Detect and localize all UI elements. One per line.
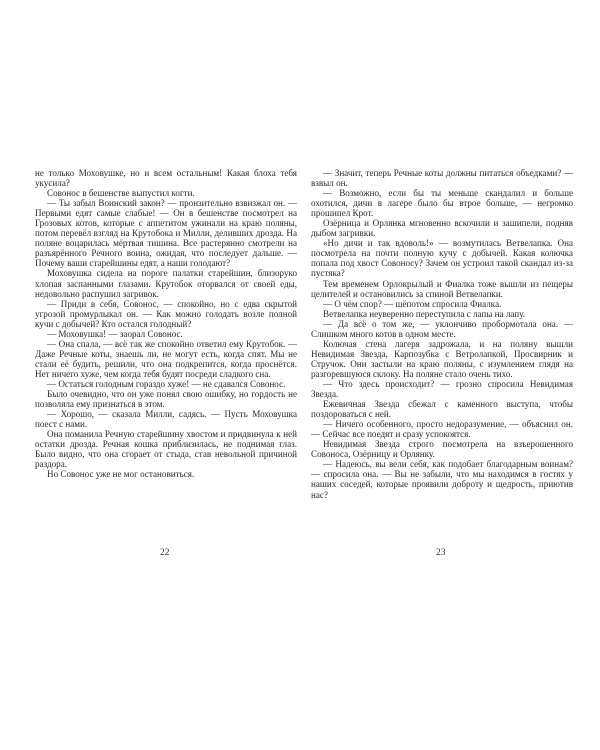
paragraph: Невидимая Звезда строго посмотрела на взъерошенного Совоноса, Озёрницу и Орлянку. (311, 439, 573, 460)
paragraph: — Приди в себя, Совонос, — спокойно, но с едва скрытой угрозой промурлыкал он. — Как можно голодать возле полной кучи с добычей? Кто остался голодный? (35, 298, 297, 329)
paragraph: Ветвелапка неуверенно переступила с лапы на лапу. (323, 308, 526, 319)
paragraph: Она поманила Речную старейшину хвостом и придвинула к ней остатки дрозда. Речная кошка приблизилась, не поднимая глаз. Было видно, что она сгорает от стыда, став невольной причиной раздора. (35, 429, 297, 470)
paragraph: Моховушка сидела на пороге палатки старейшин, близоруко хлопая заспанными глазами. Крутобок оторвался от своей еды, недовольно распушил загривок. (35, 268, 297, 299)
left-page-text (35, 168, 297, 479)
paragraph: — Значит, теперь Речные коты должны питаться объедками? — взвыл он. (311, 168, 573, 189)
paragraph: Озёрница и Орлянка мгновенно вскочили и зашипели, подняв дыбом загривки. (311, 218, 573, 239)
paragraph: Совонос в бешенстве выпустил когти. (47, 188, 195, 199)
paragraph: — Да всё о том же, — уклончиво пробормотала она. — Слишком много котов в одном месте. (311, 318, 573, 339)
paragraph: — Ничего особенного, просто недоразумение, — объяснил он. — Сейчас все поедят и сразу успокоятся. (311, 419, 573, 440)
paragraph: Но Совонос уже не мог остановиться. (47, 469, 195, 480)
page-number-right: 23 (436, 548, 446, 558)
paragraph: — Она спала, — всё так же спокойно ответил ему Крутобок. — Даже Речные коты, знаешь ли, не могут есть, когда спят. Мы не стали её будить, решили, что она подкрепится, когда проснётся. Нет ничего хуже, чем когда тебя будят посреди сладкого сна. (35, 338, 297, 379)
paragraph: — Ты забыл Воинский закон? — пронзительно взвизжал он. — Первыми едят самые слабые! — Он в бешенстве посмотрел на Грозовых котов, которые с аппетитом ужинали на краю поляны, потом перевёл взгляд на Крутобока и Милли, деливших дрозда. На поляне воцарилась мёртвая тишина. Все растерянно смотрели на разъярённого Речного воина, ожидая, что последует дальше. — Почему ваши старейшины едят, а наши голодают? (35, 198, 297, 269)
paragraph: — Хорошо, — сказала Милли, садясь. — Пусть Моховушка поест с нами. (35, 409, 297, 430)
page-number-left: 22 (160, 548, 170, 558)
paragraph: — Моховушка! — заорал Совонос. (47, 328, 183, 339)
paragraph: Тем временем Орлокрылый и Фиалка тоже вышли из пещеры целителей и остановились за спиной Ветвелапки. (311, 278, 573, 299)
paragraph: — Что здесь происходит? — грозно спросила Невидимая Звезда. (311, 378, 573, 400)
paragraph: Ежевичная Звезда сбежал с каменного выступа, чтобы поздороваться с ней. (311, 399, 573, 420)
paragraph: Колючая стена лагеря задрожала, и на поляну вышли Невидимая Звезда, Карпозубка с Ветролапкой, Просвирник и Стручок. Они застыли на краю поляны, с изумлением глядя на разгоревшуюся склоку. На поляне стало очень тихо. (311, 338, 573, 379)
paragraph: Было очевидно, что он уже понял свою ошибку, но гордость не позволяла ему признаться в этом. (35, 389, 297, 410)
right-page-text (311, 168, 573, 500)
paragraph: — О чём спор? — шёпотом спросила Фиалка. (323, 298, 502, 309)
paragraph: — Остаться голодным гораздо хуже! — не сдавался Совонос. (47, 378, 286, 389)
paragraph: — Возможно, если бы ты меньше скандалил и больше охотился, дичи в лагере было бы втрое больше, — негромко прошипел Крот. (311, 188, 573, 219)
paragraph: — Надеюсь, вы вели себя, как подобает благодарным воинам? — спросила она. — Вы не забыли, что мы находимся в гостях у наших соседей, которые проявили доброту и щедрость, приютив нас? (311, 459, 573, 500)
paragraph: «Но дичи и так вдоволь!» — возмутилась Ветвелапка. Она посмотрела на почти полную кучу с добычей. Какая колючка попала под хвост Совоносу? Зачем он устроил такой скандал из-за пустяка? (311, 238, 573, 279)
paragraph: не только Моховушке, но и всем остальным! Какая блоха тебя укусила? (35, 168, 297, 189)
